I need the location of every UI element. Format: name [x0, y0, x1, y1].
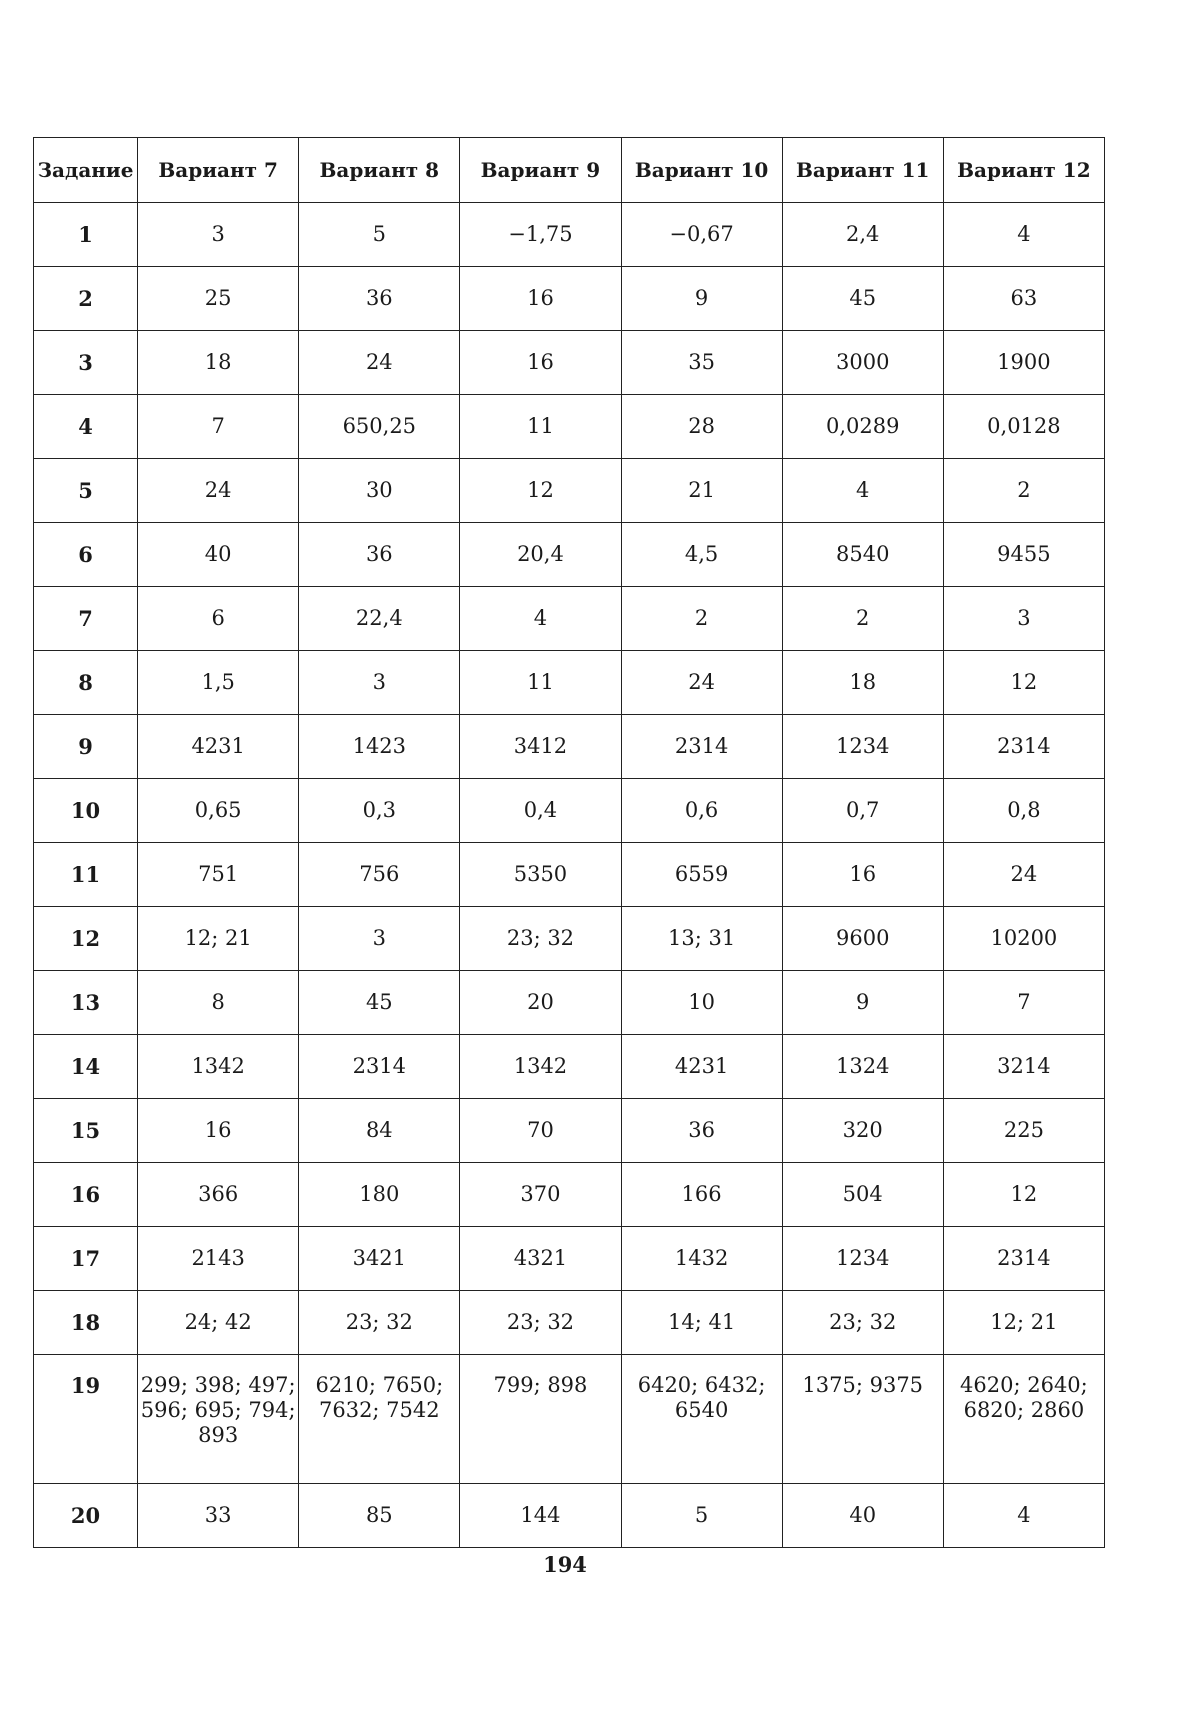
table-row [34, 907, 1105, 971]
answer-cell: 70 [460, 1099, 621, 1163]
answer-cell: 3 [138, 203, 299, 267]
task-number-cell: 17 [34, 1227, 138, 1291]
table-row [34, 459, 1105, 523]
answer-cell: 25 [138, 267, 299, 331]
table-row [34, 395, 1105, 459]
answer-cell: 40 [138, 523, 299, 587]
answer-cell: 166 [621, 1163, 782, 1227]
answer-cell: 11 [460, 395, 621, 459]
answer-cell: 299; 398; 497; 596; 695; 794; 893 [138, 1355, 299, 1484]
answer-cell: 370 [460, 1163, 621, 1227]
table-row [34, 523, 1105, 587]
answer-cell: 23; 32 [460, 907, 621, 971]
answer-cell: 0,7 [782, 779, 943, 843]
answer-cell: 4231 [621, 1035, 782, 1099]
task-number-cell: 18 [34, 1291, 138, 1355]
header-row [34, 138, 1105, 203]
answer-cell: 8540 [782, 523, 943, 587]
answer-cell: 3 [299, 907, 460, 971]
header-variant: Вариант 8 [299, 138, 460, 203]
answer-cell: 0,8 [943, 779, 1104, 843]
answer-cell: 144 [460, 1484, 621, 1548]
answer-cell: 5 [621, 1484, 782, 1548]
answer-cell: 23; 32 [782, 1291, 943, 1355]
answer-cell: 36 [621, 1099, 782, 1163]
answer-cell: 36 [299, 523, 460, 587]
table-row [34, 715, 1105, 779]
answer-cell: 22,4 [299, 587, 460, 651]
answer-cell: 1234 [782, 715, 943, 779]
answer-cell: 4620; 2640; 6820; 2860 [943, 1355, 1104, 1484]
task-number-cell: 1 [34, 203, 138, 267]
answer-cell: 1342 [138, 1035, 299, 1099]
answer-cell: 2 [782, 587, 943, 651]
answer-cell: 0,0128 [943, 395, 1104, 459]
header-variant: Вариант 9 [460, 138, 621, 203]
answer-cell: 7 [943, 971, 1104, 1035]
answer-cell: 20 [460, 971, 621, 1035]
answer-cell: 366 [138, 1163, 299, 1227]
answer-cell: 84 [299, 1099, 460, 1163]
header-variant: Вариант 11 [782, 138, 943, 203]
answer-cell: 6420; 6432; 6540 [621, 1355, 782, 1484]
answer-cell: 40 [782, 1484, 943, 1548]
answer-cell: 8 [138, 971, 299, 1035]
answer-cell: 10 [621, 971, 782, 1035]
table-row [34, 203, 1105, 267]
answer-cell: 650,25 [299, 395, 460, 459]
answer-cell: 2 [621, 587, 782, 651]
answer-cell: 2314 [299, 1035, 460, 1099]
answer-cell: 5 [299, 203, 460, 267]
answer-cell: 20,4 [460, 523, 621, 587]
table-row [34, 971, 1105, 1035]
answer-cell: 12 [460, 459, 621, 523]
answer-cell: 24 [299, 331, 460, 395]
table-row [34, 1484, 1105, 1548]
task-number-cell: 15 [34, 1099, 138, 1163]
answer-cell: 1324 [782, 1035, 943, 1099]
answer-cell: −0,67 [621, 203, 782, 267]
answer-cell: 504 [782, 1163, 943, 1227]
answer-cell: 3000 [782, 331, 943, 395]
header-task: Задание [34, 138, 138, 203]
answer-cell: 13; 31 [621, 907, 782, 971]
answer-cell: 30 [299, 459, 460, 523]
answer-cell: 11 [460, 651, 621, 715]
task-number-cell: 20 [34, 1484, 138, 1548]
task-number-cell: 11 [34, 843, 138, 907]
answer-cell: 12 [943, 651, 1104, 715]
task-number-cell: 14 [34, 1035, 138, 1099]
table-row [34, 331, 1105, 395]
answer-cell: 45 [782, 267, 943, 331]
answer-cell: 4 [943, 203, 1104, 267]
table-row [34, 1291, 1105, 1355]
table-row [34, 1227, 1105, 1291]
answer-cell: 225 [943, 1099, 1104, 1163]
table-row [34, 587, 1105, 651]
answer-cell: 24 [621, 651, 782, 715]
table-row [34, 1035, 1105, 1099]
answer-cell: 1234 [782, 1227, 943, 1291]
answer-cell: 4 [782, 459, 943, 523]
answer-cell: 756 [299, 843, 460, 907]
answer-cell: 4 [460, 587, 621, 651]
task-number-cell: 5 [34, 459, 138, 523]
answer-cell: 180 [299, 1163, 460, 1227]
answer-cell: 18 [782, 651, 943, 715]
task-number-cell: 4 [34, 395, 138, 459]
answer-cell: 24 [943, 843, 1104, 907]
answer-cell: 3214 [943, 1035, 1104, 1099]
answer-cell: 9 [621, 267, 782, 331]
answer-cell: 45 [299, 971, 460, 1035]
table-row [34, 651, 1105, 715]
answer-cell: 6210; 7650; 7632; 7542 [299, 1355, 460, 1484]
answer-cell: 9 [782, 971, 943, 1035]
task-number-cell: 19 [34, 1355, 138, 1484]
answer-cell: 1423 [299, 715, 460, 779]
table-row [34, 843, 1105, 907]
answer-cell: 0,3 [299, 779, 460, 843]
table-row [34, 779, 1105, 843]
answer-cell: 0,6 [621, 779, 782, 843]
header-variant: Вариант 7 [138, 138, 299, 203]
answer-cell: 5350 [460, 843, 621, 907]
task-number-cell: 16 [34, 1163, 138, 1227]
answer-cell: 9455 [943, 523, 1104, 587]
answer-cell: 0,65 [138, 779, 299, 843]
answer-cell: 320 [782, 1099, 943, 1163]
task-number-cell: 12 [34, 907, 138, 971]
answer-cell: 1,5 [138, 651, 299, 715]
answer-cell: 23; 32 [299, 1291, 460, 1355]
answer-cell: 24 [138, 459, 299, 523]
answer-cell: 2,4 [782, 203, 943, 267]
answer-cell: 4321 [460, 1227, 621, 1291]
answer-cell: 16 [782, 843, 943, 907]
answer-cell: 2 [943, 459, 1104, 523]
answer-cell: 10200 [943, 907, 1104, 971]
table-body [34, 203, 1105, 1548]
header-variant: Вариант 10 [621, 138, 782, 203]
answer-cell: 18 [138, 331, 299, 395]
answer-cell: 28 [621, 395, 782, 459]
task-number-cell: 2 [34, 267, 138, 331]
header-variant: Вариант 12 [943, 138, 1104, 203]
answer-cell: 3 [943, 587, 1104, 651]
answer-cell: 9600 [782, 907, 943, 971]
answer-cell: 0,0289 [782, 395, 943, 459]
answer-cell: 4,5 [621, 523, 782, 587]
answer-cell: 4231 [138, 715, 299, 779]
answer-cell: 4 [943, 1484, 1104, 1548]
answer-cell: 16 [138, 1099, 299, 1163]
answer-cell: 63 [943, 267, 1104, 331]
answer-cell: −1,75 [460, 203, 621, 267]
answer-cell: 1432 [621, 1227, 782, 1291]
answer-cell: 799; 898 [460, 1355, 621, 1484]
answer-cell: 12; 21 [943, 1291, 1104, 1355]
answer-cell: 2314 [943, 1227, 1104, 1291]
answer-cell: 24; 42 [138, 1291, 299, 1355]
task-number-cell: 3 [34, 331, 138, 395]
answer-cell: 7 [138, 395, 299, 459]
answer-cell: 16 [460, 267, 621, 331]
task-number-cell: 8 [34, 651, 138, 715]
answer-cell: 1375; 9375 [782, 1355, 943, 1484]
answer-cell: 85 [299, 1484, 460, 1548]
answer-cell: 2314 [621, 715, 782, 779]
answer-cell: 1900 [943, 331, 1104, 395]
answer-cell: 33 [138, 1484, 299, 1548]
page-number: 194 [543, 1552, 587, 1577]
answer-cell: 36 [299, 267, 460, 331]
task-number-cell: 9 [34, 715, 138, 779]
answer-cell: 1342 [460, 1035, 621, 1099]
answer-cell: 751 [138, 843, 299, 907]
answer-cell: 12; 21 [138, 907, 299, 971]
answer-cell: 23; 32 [460, 1291, 621, 1355]
table-header [34, 138, 1105, 203]
table-row [34, 267, 1105, 331]
task-number-cell: 10 [34, 779, 138, 843]
table-row [34, 1355, 1105, 1484]
answer-cell: 3 [299, 651, 460, 715]
task-number-cell: 7 [34, 587, 138, 651]
answer-cell: 14; 41 [621, 1291, 782, 1355]
table-row [34, 1163, 1105, 1227]
answers-table [33, 137, 1105, 1548]
task-number-cell: 13 [34, 971, 138, 1035]
answer-cell: 0,4 [460, 779, 621, 843]
table-row [34, 1099, 1105, 1163]
answer-cell: 3412 [460, 715, 621, 779]
answer-cell: 2143 [138, 1227, 299, 1291]
answer-cell: 12 [943, 1163, 1104, 1227]
answer-cell: 21 [621, 459, 782, 523]
answer-cell: 35 [621, 331, 782, 395]
task-number-cell: 6 [34, 523, 138, 587]
answer-cell: 2314 [943, 715, 1104, 779]
answer-cell: 16 [460, 331, 621, 395]
answer-cell: 3421 [299, 1227, 460, 1291]
answer-cell: 6559 [621, 843, 782, 907]
answer-cell: 6 [138, 587, 299, 651]
